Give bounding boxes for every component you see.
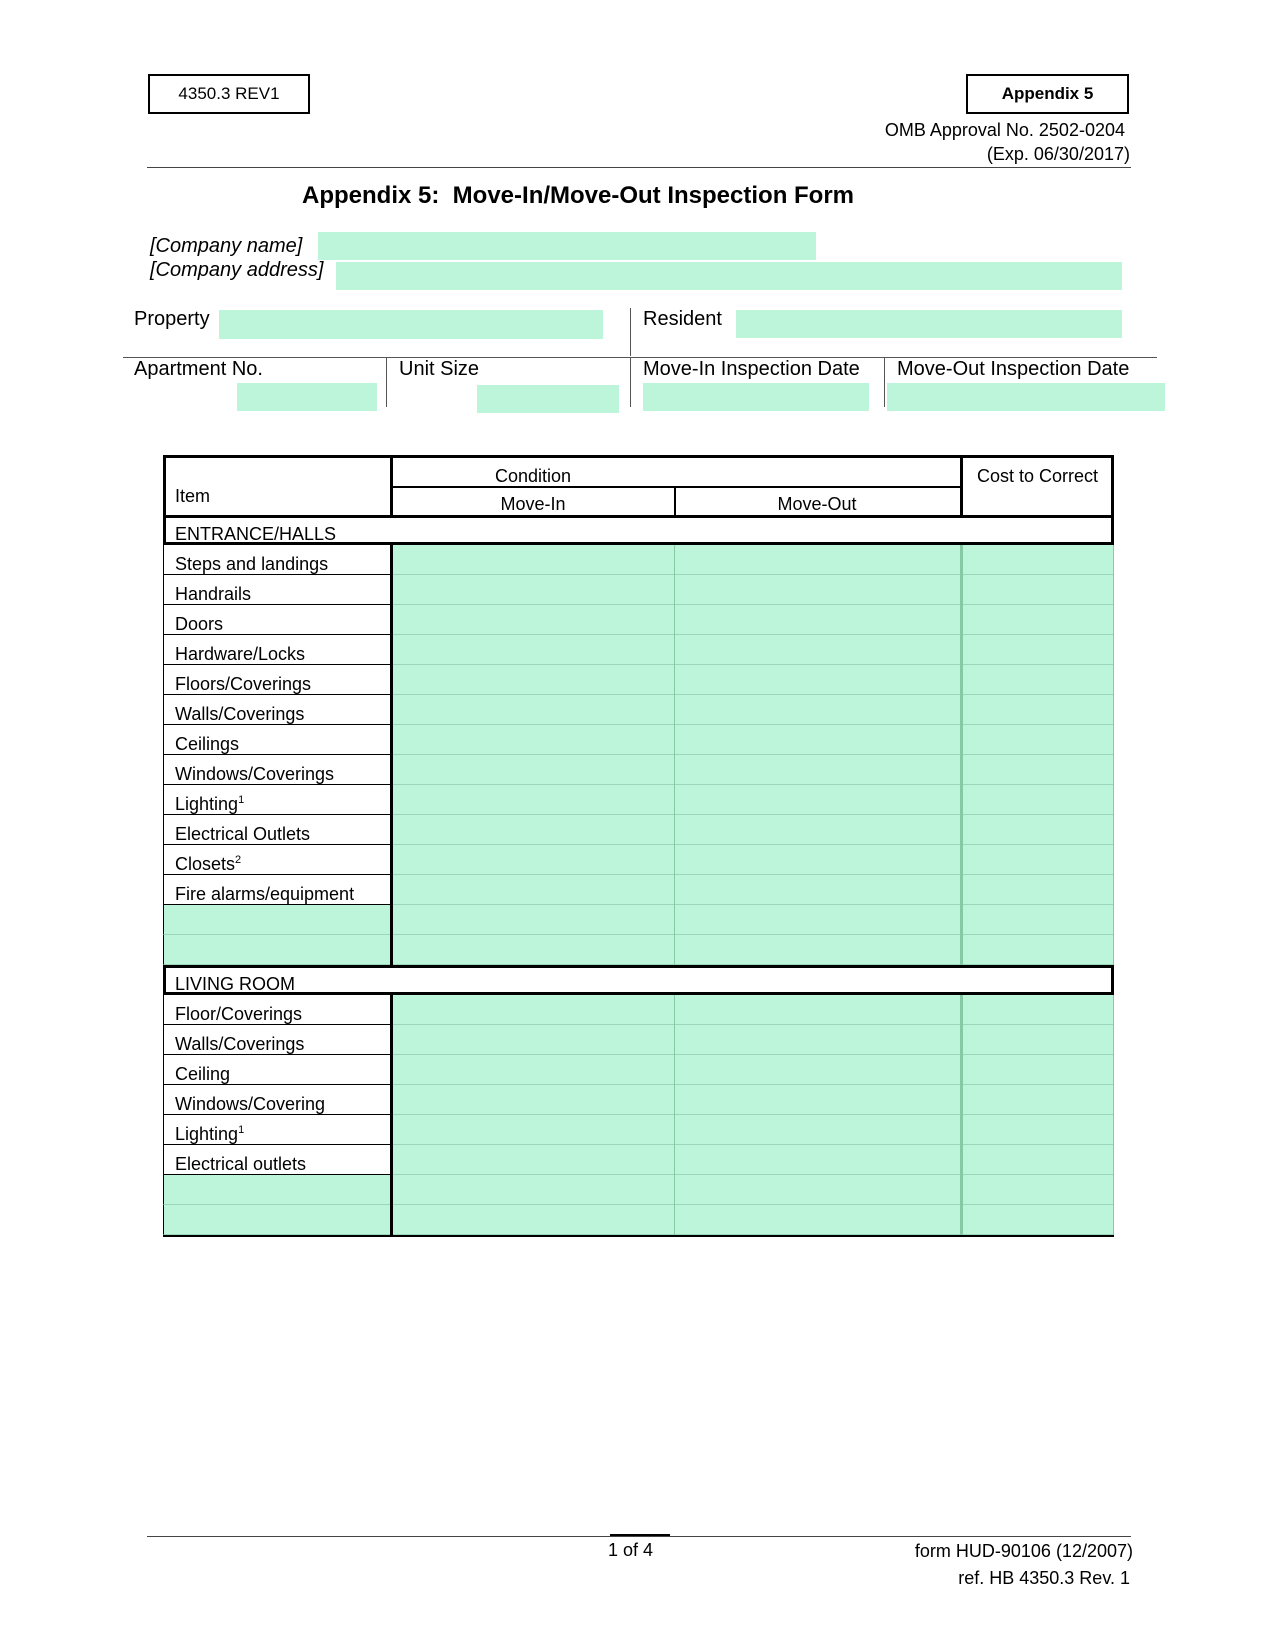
item-label-text: Electrical outlets xyxy=(175,1154,307,1174)
header-rule xyxy=(147,167,1131,168)
item-label xyxy=(175,1095,325,1113)
move-out-field[interactable] xyxy=(675,695,961,725)
item-label-text: Floor/Coverings xyxy=(175,1004,303,1024)
move-in-field[interactable] xyxy=(392,575,675,605)
move-in-date-field[interactable] xyxy=(643,383,869,411)
item-label xyxy=(175,555,328,573)
move-out-field[interactable] xyxy=(675,575,961,605)
doc-code-box xyxy=(148,74,310,114)
item-label xyxy=(175,825,310,843)
item-label xyxy=(175,1065,230,1083)
move-in-field[interactable] xyxy=(392,725,675,755)
cost-field[interactable] xyxy=(961,1085,1114,1115)
move-out-field[interactable] xyxy=(675,785,961,815)
condition-col-rule xyxy=(674,995,675,1235)
blank-item-field[interactable] xyxy=(163,905,392,935)
item-col-rule xyxy=(390,545,393,965)
item-label-text: Walls/Coverings xyxy=(175,1034,305,1054)
item-label xyxy=(175,615,223,633)
move-in-field[interactable] xyxy=(392,695,675,725)
condition-header: Condition xyxy=(494,466,572,486)
move-out-field[interactable] xyxy=(675,875,961,905)
footnote-marker: 1 xyxy=(238,1124,245,1136)
move-in-field[interactable] xyxy=(392,845,675,875)
item-label xyxy=(175,885,354,903)
cost-field[interactable] xyxy=(961,725,1114,755)
form-id: form HUD-90106 (12/2007) xyxy=(914,1541,1133,1561)
move-out-field[interactable] xyxy=(675,665,961,695)
cost-field[interactable] xyxy=(961,845,1114,875)
form-ref: ref. HB 4350.3 Rev. 1 xyxy=(958,1568,1130,1588)
move-out-field[interactable] xyxy=(675,1145,961,1175)
move-in-header: Move-In xyxy=(500,494,566,514)
move-out-field[interactable] xyxy=(675,815,961,845)
footnote-marker: 2 xyxy=(235,854,242,866)
unit-size-label: Unit Size xyxy=(399,358,480,380)
item-label xyxy=(175,645,305,663)
property-label: Property xyxy=(134,308,210,330)
item-label xyxy=(175,855,241,873)
moveinout-divider xyxy=(674,487,676,517)
item-label xyxy=(175,585,251,603)
item-label-text: Lighting xyxy=(175,794,239,814)
cost-field[interactable] xyxy=(961,935,1114,965)
item-label-text: Hardware/Locks xyxy=(175,644,306,664)
condition-col-rule xyxy=(674,545,675,965)
move-in-field[interactable] xyxy=(392,1115,675,1145)
resident-label: Resident xyxy=(643,308,722,330)
move-out-date-field[interactable] xyxy=(887,383,1165,411)
item-label-text: Ceilings xyxy=(175,734,240,754)
move-out-date-label: Move-Out Inspection Date xyxy=(897,358,1130,380)
blank-item-field[interactable] xyxy=(163,1175,392,1205)
table-top-border xyxy=(163,455,1114,458)
item-header: Item xyxy=(175,486,211,506)
cost-field[interactable] xyxy=(961,1115,1114,1145)
cost-field[interactable] xyxy=(961,905,1114,935)
move-in-field[interactable] xyxy=(392,1025,675,1055)
move-in-date-label: Move-In Inspection Date xyxy=(643,358,860,380)
condition-subrule xyxy=(391,486,961,488)
omb-expiration: (Exp. 06/30/2017) xyxy=(986,144,1130,164)
apartment-field[interactable] xyxy=(237,383,377,411)
cost-field[interactable] xyxy=(961,665,1114,695)
move-in-field[interactable] xyxy=(392,935,675,965)
section-header-label: ENTRANCE/HALLS xyxy=(175,524,337,544)
item-label xyxy=(175,735,239,753)
cost-field[interactable] xyxy=(961,1205,1114,1235)
blank-item-field[interactable] xyxy=(163,1205,392,1235)
item-label-text: Handrails xyxy=(175,584,252,604)
item-label-text: Windows/Coverings xyxy=(175,764,335,784)
cost-field[interactable] xyxy=(961,635,1114,665)
move-in-field[interactable] xyxy=(392,635,675,665)
cost-field[interactable] xyxy=(961,755,1114,785)
move-in-field[interactable] xyxy=(392,1175,675,1205)
move-in-field[interactable] xyxy=(392,1085,675,1115)
section-right-rule xyxy=(1113,995,1114,1235)
cost-field[interactable] xyxy=(961,1055,1114,1085)
page-number: 1 of 4 xyxy=(608,1540,654,1560)
company-name-field[interactable] xyxy=(318,232,816,260)
move-in-field[interactable] xyxy=(392,815,675,845)
move-out-field[interactable] xyxy=(675,935,961,965)
doc-code: 4350.3 REV1 xyxy=(178,84,280,103)
item-label xyxy=(175,1125,244,1143)
move-in-field[interactable] xyxy=(392,755,675,785)
omb-approval: OMB Approval No. 2502-0204 xyxy=(884,120,1125,140)
footer-center-mark xyxy=(610,1534,670,1536)
section-header-label: LIVING ROOM xyxy=(175,974,296,994)
item-label xyxy=(175,675,311,693)
cost-field[interactable] xyxy=(961,695,1114,725)
cost-col-rule xyxy=(960,545,963,965)
page-title: Appendix 5: Move-In/Move-Out Inspection Form xyxy=(302,182,855,209)
property-field[interactable] xyxy=(219,310,603,339)
section-right-rule xyxy=(1113,545,1114,965)
item-label-text: Ceiling xyxy=(175,1064,231,1084)
item-label-text: Fire alarms/equipment xyxy=(175,884,355,904)
item-label-text: Closets xyxy=(175,854,236,874)
dates-divider xyxy=(884,357,885,407)
cost-field[interactable] xyxy=(961,1025,1114,1055)
cost-field[interactable] xyxy=(961,995,1114,1025)
move-in-field[interactable] xyxy=(392,665,675,695)
cost-field[interactable] xyxy=(961,815,1114,845)
move-out-field[interactable] xyxy=(675,1115,961,1145)
cost-field[interactable] xyxy=(961,545,1114,575)
move-out-field[interactable] xyxy=(675,755,961,785)
move-in-field[interactable] xyxy=(392,875,675,905)
cost-field[interactable] xyxy=(961,575,1114,605)
move-in-field[interactable] xyxy=(392,605,675,635)
item-label-text: Steps and landings xyxy=(175,554,329,574)
section-header-row xyxy=(163,965,1114,995)
resident-field[interactable] xyxy=(736,310,1122,338)
item-label xyxy=(175,795,244,813)
cost-field[interactable] xyxy=(961,875,1114,905)
company-name-label: [Company name] xyxy=(150,235,303,257)
item-label xyxy=(175,1035,304,1053)
cost-field[interactable] xyxy=(961,785,1114,815)
move-out-header: Move-Out xyxy=(777,494,857,514)
cost-field[interactable] xyxy=(961,1145,1114,1175)
item-label-text: Floors/Coverings xyxy=(175,674,312,694)
table-bottom-border xyxy=(163,1235,1114,1237)
move-out-field[interactable] xyxy=(675,1025,961,1055)
move-out-field[interactable] xyxy=(675,635,961,665)
item-col-rule xyxy=(390,995,393,1235)
appendix-box xyxy=(966,74,1129,114)
move-in-field[interactable] xyxy=(392,995,675,1025)
unit-size-divider xyxy=(630,357,631,407)
cost-col-rule xyxy=(960,995,963,1235)
apartment-label: Apartment No. xyxy=(134,358,263,380)
item-label xyxy=(175,765,334,783)
move-out-field[interactable] xyxy=(675,1055,961,1085)
unit-size-field[interactable] xyxy=(477,385,619,413)
cost-header: Cost to Correct xyxy=(976,466,1099,486)
move-out-field[interactable] xyxy=(675,995,961,1025)
item-label-text: Walls/Coverings xyxy=(175,704,305,724)
move-in-field[interactable] xyxy=(392,905,675,935)
move-out-field[interactable] xyxy=(675,725,961,755)
company-address-field[interactable] xyxy=(336,262,1122,290)
item-label-text: Lighting xyxy=(175,1124,239,1144)
appendix-label: Appendix 5 xyxy=(1001,84,1094,103)
item-label-text: Windows/Covering xyxy=(175,1094,326,1114)
move-out-field[interactable] xyxy=(675,1175,961,1205)
move-out-field[interactable] xyxy=(675,545,961,575)
item-label xyxy=(175,1005,302,1023)
footer-rule xyxy=(147,1536,1131,1537)
cost-field[interactable] xyxy=(961,1175,1114,1205)
item-label xyxy=(175,705,304,723)
cost-field[interactable] xyxy=(961,605,1114,635)
item-label-text: Electrical Outlets xyxy=(175,824,311,844)
move-in-field[interactable] xyxy=(392,1055,675,1085)
move-out-field[interactable] xyxy=(675,905,961,935)
footnote-marker: 1 xyxy=(238,794,245,806)
move-in-field[interactable] xyxy=(392,545,675,575)
move-out-field[interactable] xyxy=(675,605,961,635)
move-in-field[interactable] xyxy=(392,1145,675,1175)
move-out-field[interactable] xyxy=(675,1205,961,1235)
move-out-field[interactable] xyxy=(675,845,961,875)
item-label-text: Doors xyxy=(175,614,224,634)
company-address-label: [Company address] xyxy=(150,259,324,281)
blank-item-field[interactable] xyxy=(163,935,392,965)
property-resident-divider xyxy=(630,308,631,356)
apartment-divider xyxy=(386,357,387,407)
item-label xyxy=(175,1155,306,1173)
inspection-table xyxy=(163,455,1114,1243)
move-in-field[interactable] xyxy=(392,1205,675,1235)
move-out-field[interactable] xyxy=(675,1085,961,1115)
move-in-field[interactable] xyxy=(392,785,675,815)
